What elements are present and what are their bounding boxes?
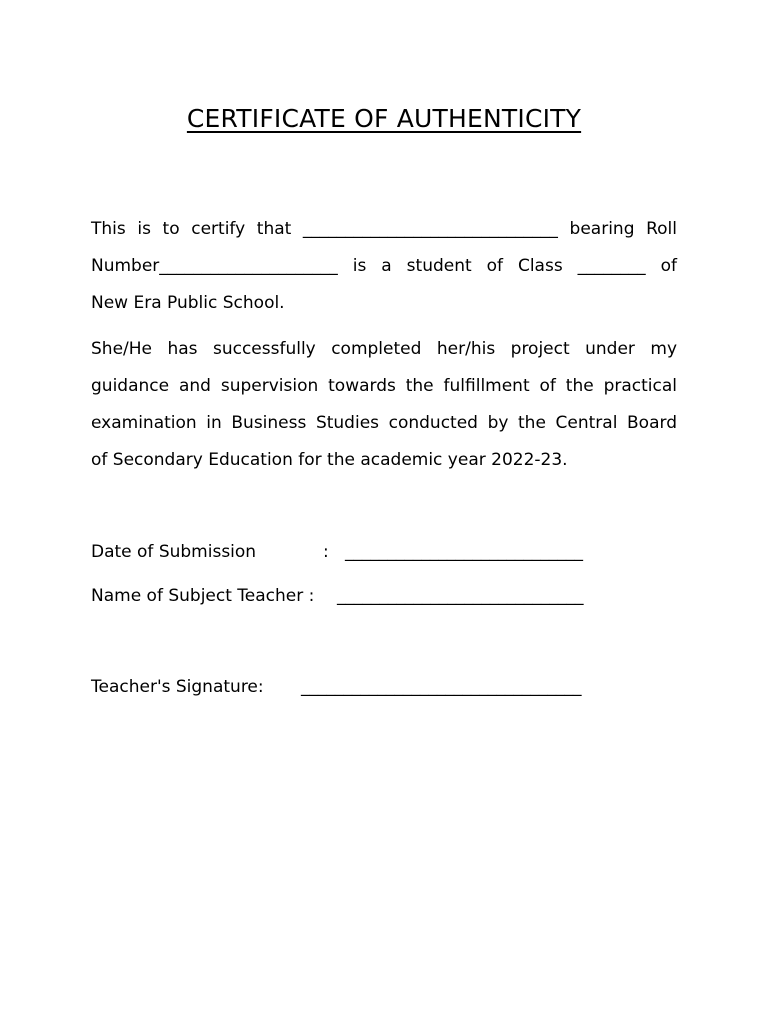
paragraph-line: Number_____________________ is a student of Class ________ of (91, 256, 677, 276)
paragraph-line: guidance and supervision towards the fulfillment of the practical (91, 376, 677, 396)
certificate-title: CERTIFICATE OF AUTHENTICITY (186, 104, 582, 133)
project-completion-paragraph (91, 331, 677, 479)
paragraph-line: New Era Public School. (91, 293, 285, 313)
date-of-submission-label: Date of Submission (91, 542, 257, 562)
date-of-submission-blank: ____________________________ (345, 542, 583, 562)
subject-teacher-blank: _____________________________ (337, 586, 584, 606)
certification-paragraph (91, 211, 677, 322)
teacher-signature-label: Teacher's Signature: (91, 677, 264, 697)
teacher-signature-blank: _________________________________ (301, 677, 582, 697)
paragraph-line: of Secondary Education for the academic year 2022-23. (91, 450, 568, 470)
paragraph-line: She/He has successfully completed her/his project under my (91, 339, 677, 359)
paragraph-line: This is to certify that ______________________________ bearing Roll (91, 219, 677, 239)
subject-teacher-label: Name of Subject Teacher : (91, 586, 315, 606)
paragraph-line: examination in Business Studies conducted by the Central Board (91, 413, 677, 433)
date-colon: : (323, 542, 329, 562)
